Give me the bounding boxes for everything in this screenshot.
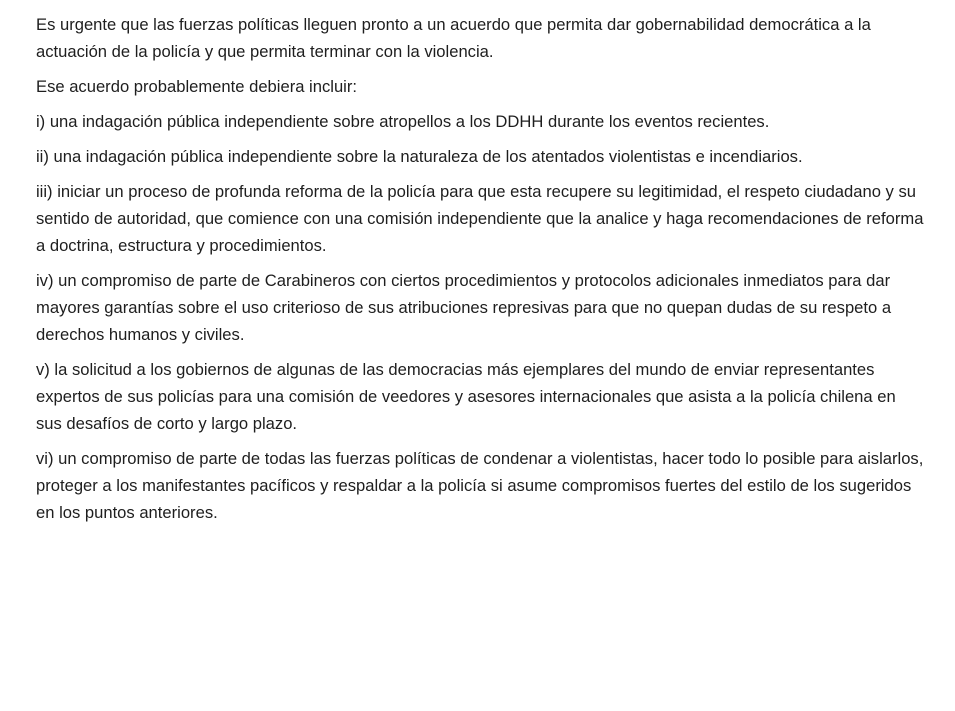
list-item-v: v) la solicitud a los gobiernos de algunas de las democracias más ejemplares del mundo de enviar representantes expertos de sus policías para una comisión de veedores y asesores internacionales que asista a la policía chilena en sus desafíos de corto y largo plazo. <box>36 360 896 433</box>
list-item-i: i) una indagación pública independiente sobre atropellos a los DDHH durante los eventos recientes. <box>36 112 770 131</box>
list-item-iv: iv) un compromiso de parte de Carabineros con ciertos procedimientos y protocolos adicionales inmediatos para dar mayores garantías sobre el uso criterioso de sus atribuciones represivas para que no quepan dudas de su respeto a derechos humanos y civiles. <box>36 271 892 344</box>
list-item-ii: ii) una indagación pública independiente sobre la naturaleza de los atentados violentistas e incendiarios. <box>36 147 803 166</box>
list-item-vi: vi) un compromiso de parte de todas las fuerzas políticas de condenar a violentistas, hacer todo lo posible para aislarlos, proteger a los manifestantes pacíficos y respaldar a la policía si asume compromisos fuertes del estilo de los sugeridos en los puntos anteriores. <box>36 449 924 522</box>
agreement-lead-in: Ese acuerdo probablemente debiera incluir: <box>36 77 358 96</box>
list-item-iii: iii) iniciar un proceso de profunda reforma de la policía para que esta recupere su legitimidad, el respeto ciudadano y su sentido de autoridad, que comience con una comisión independiente que la analice y haga recomendaciones de reforma a doctrina, estructura y procedimientos. <box>36 182 924 255</box>
document-body <box>36 11 926 534</box>
intro-paragraph: Es urgente que las fuerzas políticas lleguen pronto a un acuerdo que permita dar gobernabilidad democrática a la actuación de la policía y que permita terminar con la violencia. <box>36 15 871 61</box>
